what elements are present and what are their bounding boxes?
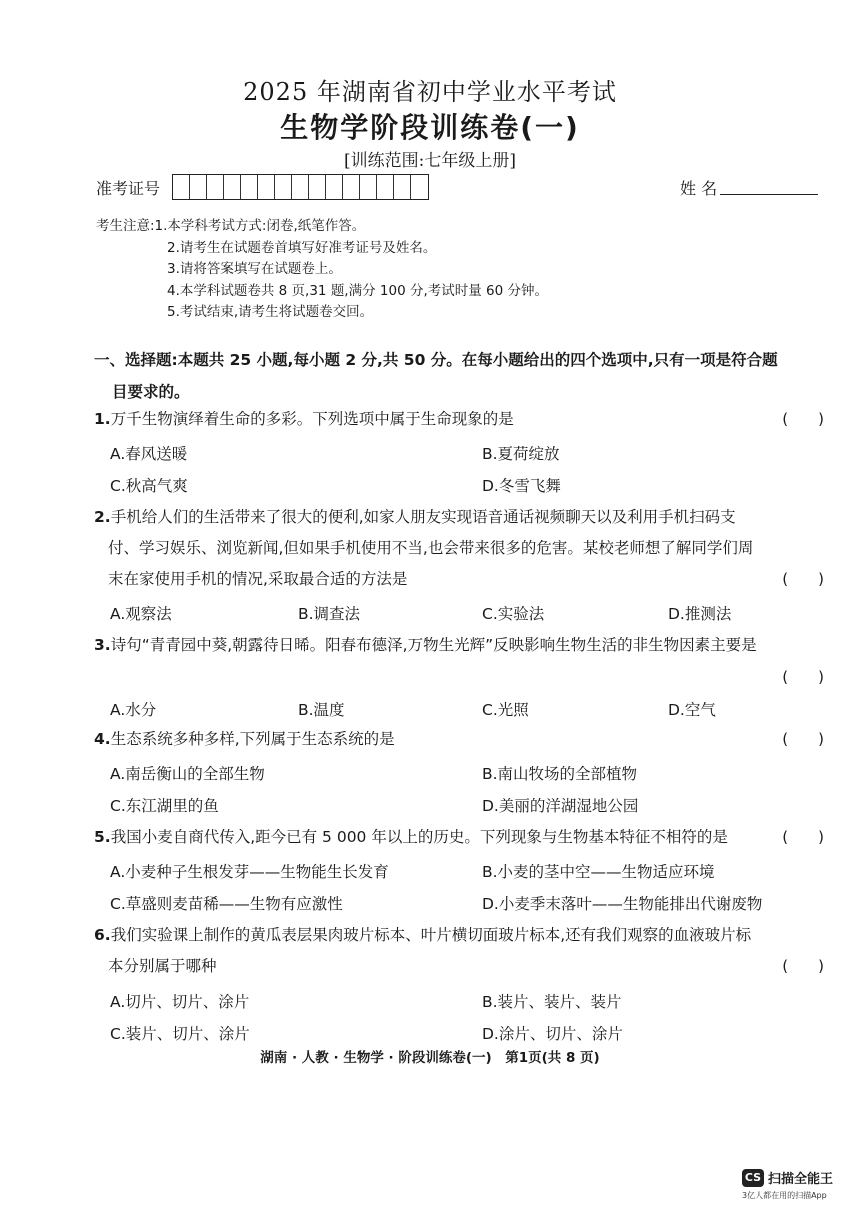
question-6 bbox=[94, 920, 834, 982]
candidate-notes bbox=[96, 216, 548, 324]
question-4 bbox=[94, 724, 834, 755]
scanner-watermark bbox=[742, 1168, 833, 1187]
exam-title: 2025 年湖南省初中学业水平考试 bbox=[243, 78, 617, 106]
question-number: 4. bbox=[94, 730, 111, 748]
camscanner-logo-icon: CS bbox=[742, 1169, 764, 1187]
answer-bracket[interactable]: ( ) bbox=[782, 957, 824, 975]
option-a[interactable]: A.南岳衡山的全部生物 bbox=[110, 765, 265, 783]
watermark-tagline: 3亿人都在用的扫描App bbox=[742, 1191, 827, 1200]
option-a[interactable]: A.小麦种子生根发芽——生物能生长发育 bbox=[110, 863, 389, 881]
section-heading bbox=[94, 344, 834, 408]
question-5 bbox=[94, 822, 834, 853]
option-a[interactable]: A.春风送暖 bbox=[110, 445, 188, 463]
option-d[interactable]: D.涂片、切片、涂片 bbox=[482, 1025, 623, 1043]
question-2 bbox=[94, 502, 834, 595]
candidate-id-label: 准考证号 bbox=[96, 179, 161, 198]
training-scope: [训练范围:七年级上册] bbox=[344, 151, 516, 171]
question-number: 6. bbox=[94, 926, 111, 944]
question-number: 5. bbox=[94, 828, 111, 846]
section-heading-line: 一、选择题:本题共 25 小题,每小题 2 分,共 50 分。在每小题给出的四个选项中,只有一项是符合题 bbox=[94, 351, 778, 369]
option-d[interactable]: D.美丽的洋湖湿地公园 bbox=[482, 797, 639, 815]
candidate-id-boxes[interactable] bbox=[172, 174, 429, 200]
question-text: 末在家使用手机的情况,采取最合适的方法是 bbox=[108, 570, 408, 588]
answer-bracket[interactable]: ( ) bbox=[782, 730, 824, 748]
question-text: 付、学习娱乐、浏览新闻,但如果手机使用不当,也会带来很多的危害。某校老师想了解同学们周 bbox=[108, 539, 754, 557]
question-3 bbox=[94, 630, 834, 686]
option-d[interactable]: D.空气 bbox=[668, 701, 716, 719]
answer-bracket[interactable]: ( ) bbox=[782, 668, 824, 686]
note-line: 5.考试结束,请考生将试题卷交回。 bbox=[167, 304, 374, 320]
option-c[interactable]: C.装片、切片、涂片 bbox=[110, 1025, 250, 1043]
answer-bracket[interactable]: ( ) bbox=[782, 828, 824, 846]
question-number: 3. bbox=[94, 636, 111, 654]
option-b[interactable]: B.调查法 bbox=[298, 605, 361, 623]
option-c[interactable]: C.光照 bbox=[482, 701, 529, 719]
option-b[interactable]: B.小麦的茎中空——生物适应环境 bbox=[482, 863, 715, 881]
paper-title: 生物学阶段训练卷(一) bbox=[280, 111, 580, 144]
watermark-name: 扫描全能王 bbox=[768, 1172, 834, 1187]
section-heading-line: 目要求的。 bbox=[112, 383, 190, 401]
question-text: 我国小麦自商代传入,距今已有 5 000 年以上的历史。下列现象与生物基本特征不相符的是 bbox=[110, 828, 728, 846]
option-c[interactable]: C.东江湖里的鱼 bbox=[110, 797, 219, 815]
note-line: 4.本学科试题卷共 8 页,31 题,满分 100 分,考试时量 60 分钟。 bbox=[167, 282, 549, 299]
option-d[interactable]: D.推测法 bbox=[668, 605, 732, 623]
note-line: 考生注意:1.本学科考试方式:闭卷,纸笔作答。 bbox=[96, 218, 366, 234]
option-d[interactable]: D.小麦季末落叶——生物能排出代谢废物 bbox=[482, 895, 763, 913]
option-b[interactable]: B.南山牧场的全部植物 bbox=[482, 765, 638, 783]
option-a[interactable]: A.水分 bbox=[110, 701, 157, 719]
question-text: 我们实验课上制作的黄瓜表层果肉玻片标本、叶片横切面玻片标本,还有我们观察的血液玻片标 bbox=[110, 926, 752, 944]
option-b[interactable]: B.夏荷绽放 bbox=[482, 445, 560, 463]
option-b[interactable]: B.温度 bbox=[298, 701, 345, 719]
option-a[interactable]: A.切片、切片、涂片 bbox=[110, 993, 250, 1011]
name-field[interactable] bbox=[720, 194, 818, 195]
name-label: 姓 名 bbox=[680, 179, 718, 198]
option-a[interactable]: A.观察法 bbox=[110, 605, 172, 623]
note-line: 3.请将答案填写在试题卷上。 bbox=[167, 261, 342, 277]
question-1 bbox=[94, 404, 834, 435]
question-text: 万千生物演绎着生命的多彩。下列选项中属于生命现象的是 bbox=[110, 410, 514, 428]
question-text: 本分别属于哪种 bbox=[108, 957, 217, 975]
question-text: 手机给人们的生活带来了很大的便利,如家人朋友实现语音通话视频聊天以及利用手机扫码支 bbox=[110, 508, 736, 526]
answer-bracket[interactable]: ( ) bbox=[782, 410, 824, 428]
option-c[interactable]: C.秋高气爽 bbox=[110, 477, 188, 495]
question-number: 2. bbox=[94, 508, 111, 526]
option-c[interactable]: C.草盛则麦苗稀——生物有应激性 bbox=[110, 895, 343, 913]
question-text: 诗句“青青园中葵,朝露待日晞。阳春布德泽,万物生光辉”反映影响生物生活的非生物因素主要是 bbox=[110, 636, 757, 654]
option-d[interactable]: D.冬雪飞舞 bbox=[482, 477, 561, 495]
option-b[interactable]: B.装片、装片、装片 bbox=[482, 993, 622, 1011]
question-number: 1. bbox=[94, 410, 111, 428]
question-text: 生态系统多种多样,下列属于生态系统的是 bbox=[110, 730, 395, 748]
page-footer: 湖南 · 人教 · 生物学 · 阶段训练卷(一) 第1页(共 8 页) bbox=[260, 1050, 600, 1066]
note-line: 2.请考生在试题卷首填写好准考证号及姓名。 bbox=[167, 239, 437, 256]
option-c[interactable]: C.实验法 bbox=[482, 605, 545, 623]
answer-bracket[interactable]: ( ) bbox=[782, 570, 824, 588]
